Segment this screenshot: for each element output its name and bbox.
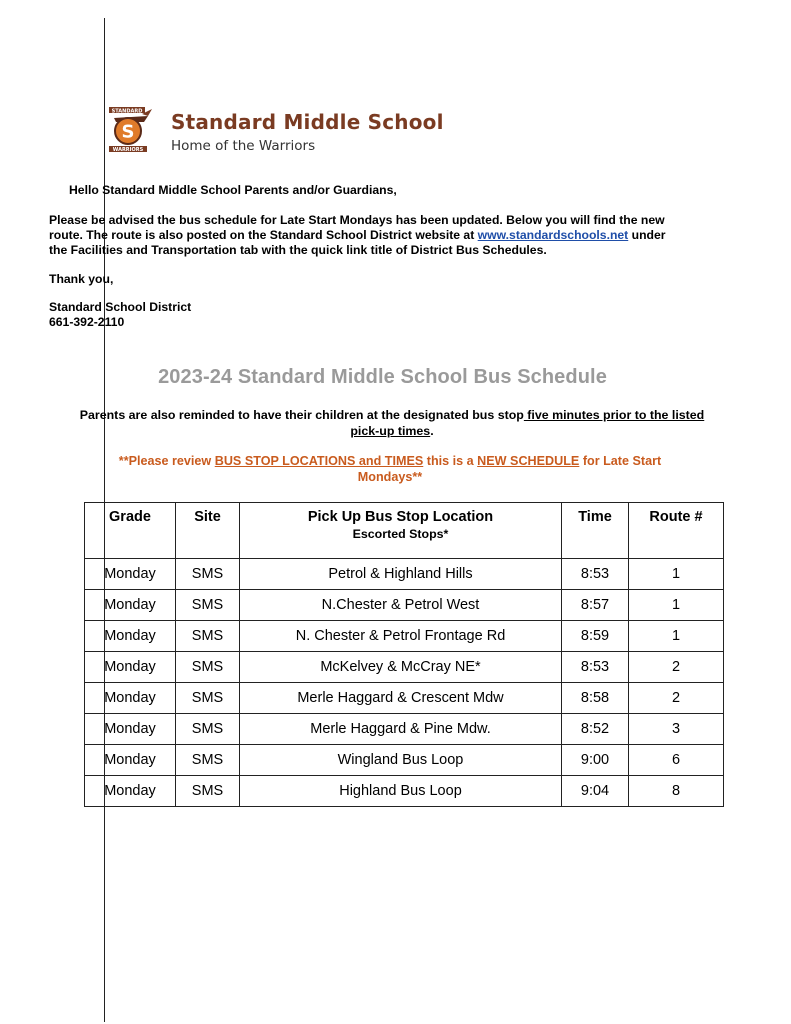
cell-time: 8:58 [562,683,629,714]
notice-prefix: **Please review [118,454,215,468]
table-row [85,714,724,745]
cell-route: 3 [629,714,724,745]
cell-grade: Monday [85,683,176,714]
cell-grade: Monday [85,621,176,652]
cell-site: SMS [176,745,240,776]
cell-time: 8:53 [562,559,629,590]
cell-route: 1 [629,559,724,590]
cell-location: McKelvey & McCray NE* [240,652,562,683]
notice-suffix: for Late Start Mondays** [357,454,662,484]
cell-grade: Monday [85,559,176,590]
pickup-reminder-emphasis-1: five minutes prior to the listed [523,408,705,422]
header-time: Time [562,503,629,559]
cell-location: Highland Bus Loop [240,776,562,807]
notice-emphasis-locations: BUS STOP LOCATIONS and TIMES [214,454,424,468]
cell-location: Petrol & Highland Hills [240,559,562,590]
table-row [85,590,724,621]
pickup-reminder-emphasis-2: pick-up times [350,423,431,438]
cell-location: Wingland Bus Loop [240,745,562,776]
cell-site: SMS [176,714,240,745]
table-row [85,776,724,807]
cell-site: SMS [176,559,240,590]
school-name: Standard Middle School [171,110,444,134]
cell-site: SMS [176,590,240,621]
cell-site: SMS [176,683,240,714]
cell-grade: Monday [85,652,176,683]
letter-paragraph-line-2-end: under [628,228,666,242]
table-row [85,745,724,776]
logo-letter: S [121,121,135,143]
pickup-reminder [52,408,732,439]
school-tagline: Home of the Warriors [171,138,316,154]
cell-time: 8:52 [562,714,629,745]
cell-location: N.Chester & Petrol West [240,590,562,621]
cell-route: 1 [629,621,724,652]
cell-time: 8:53 [562,652,629,683]
cell-grade: Monday [85,590,176,621]
cell-location: N. Chester & Petrol Frontage Rd [240,621,562,652]
header-location [240,503,562,559]
bus-schedule-table [84,502,724,807]
notice-emphasis-new-schedule: NEW SCHEDULE [477,454,580,468]
district-website-link[interactable]: www.standardschools.net [477,228,629,242]
cell-time: 9:00 [562,745,629,776]
new-schedule-notice [90,453,690,485]
signature-phone: 661-392-2110 [49,315,125,329]
cell-route: 2 [629,652,724,683]
cell-grade: Monday [85,745,176,776]
header-grade: Grade [85,503,176,559]
signature-organization: Standard School District [49,300,192,314]
table-row [85,683,724,714]
letter-paragraph-line-1: Please be advised the bus schedule for Late Start Mondays has been updated. Below you will find the new [49,213,665,227]
cell-grade: Monday [85,714,176,745]
cell-time: 9:04 [562,776,629,807]
header-route: Route # [629,503,724,559]
schedule-title: 2023-24 Standard Middle School Bus Schedule [158,366,607,388]
pickup-reminder-text: Parents are also reminded to have their children at the designated bus stop [79,408,524,422]
header-site: Site [176,503,240,559]
cell-time: 8:59 [562,621,629,652]
notice-mid: this is a [423,454,478,468]
cell-route: 2 [629,683,724,714]
letter-paragraph-line-2-text: route. The route is also posted on the Standard School District website at [49,228,478,242]
cell-route: 6 [629,745,724,776]
cell-location: Merle Haggard & Crescent Mdw [240,683,562,714]
table-header-row [85,503,724,559]
cell-route: 1 [629,590,724,621]
table-row [85,559,724,590]
cell-site: SMS [176,652,240,683]
pickup-reminder-end: . [430,423,434,438]
letter-closing: Thank you, [49,272,114,286]
cell-site: SMS [176,621,240,652]
table-row [85,621,724,652]
cell-time: 8:57 [562,590,629,621]
logo-banner-top-text: STANDARD [111,108,143,115]
school-logo [108,106,154,154]
cell-site: SMS [176,776,240,807]
cell-grade: Monday [85,776,176,807]
logo-banner-bottom-text: WARRIORS [112,147,144,154]
header-location-title: Pick Up Bus Stop Location [307,509,494,525]
cell-route: 8 [629,776,724,807]
table-row [85,652,724,683]
letter-greeting: Hello Standard Middle School Parents and/or Guardians, [69,183,397,197]
letter-paragraph-line-3: the Facilities and Transportation tab with the quick link title of District Bus Schedules. [49,243,547,257]
header-location-subtitle: Escorted Stops* [352,527,449,541]
cell-location: Merle Haggard & Pine Mdw. [240,714,562,745]
